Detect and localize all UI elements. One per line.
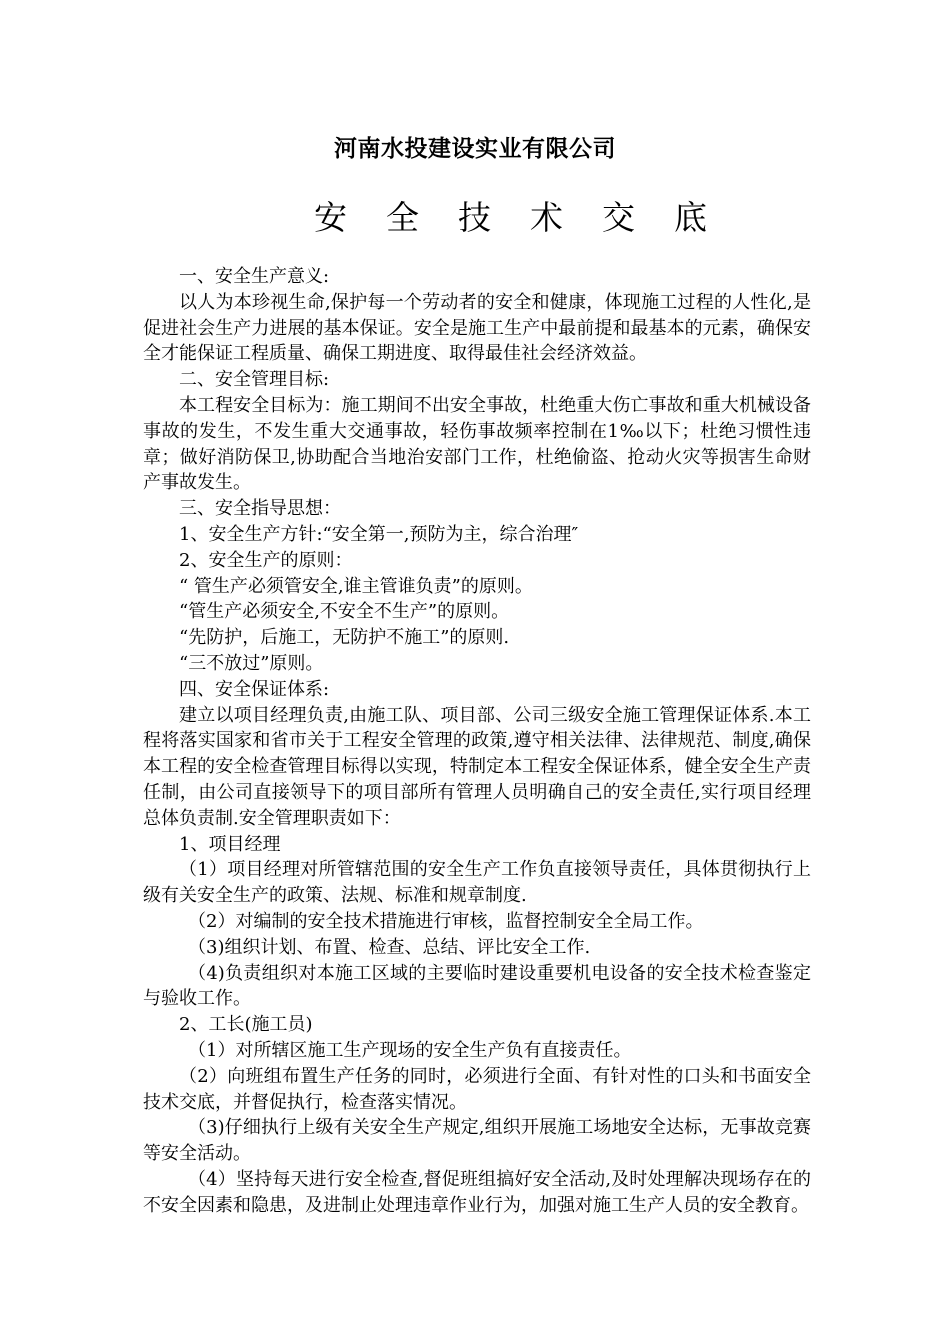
section-heading: 四、安全保证体系: [179,678,330,700]
list-item: （3)组织计划、布置、检查、总结、评比安全工作. [188,936,591,958]
principle-item: “三不放过”原则。 [179,652,324,674]
list-item: （1）对所辖区施工生产现场的安全生产负有直接责任。 [188,1039,632,1061]
sub-heading: 2、工长(施工员) [179,1014,313,1036]
sub-heading: 1、项目经理 [179,833,281,855]
document-title: 安全技术交底 [314,198,746,237]
list-item: （3)仔细执行上级有关安全生产规定,组织开展施工场地安全达标，无事故竞赛等安全活动。 [143,1117,811,1165]
list-item: （2）对编制的安全技术措施进行审核，监督控制安全全局工作。 [188,910,704,932]
principle-item: “先防护，后施工，无防护不施工”的原则. [179,627,510,649]
list-item: （1）项目经理对所管辖范围的安全生产工作负直接领导责任，具体贯彻执行上级有关安全生产的政策、法规、标准和规章制度. [143,859,811,907]
paragraph: 1、安全生产方针:“安全第一,预防为主，综合治理″ [179,523,579,545]
paragraph: 以人为本珍视生命,保护每一个劳动者的安全和健康，体现施工过程的人性化,是促进社会生产力进展的基本保证。安全是施工生产中最前提和最基本的元素，确保安全才能保证工程质量、确保工期进度、取得最佳社会经济效益。 [143,291,811,365]
company-name: 河南水投建设实业有限公司 [334,136,616,162]
paragraph: 2、安全生产的原则： [179,549,353,571]
section-heading: 三、安全指导思想： [179,498,341,520]
list-item: （4)负责组织对本施工区域的主要临时建设重要机电设备的安全技术检查鉴定与验收工作。 [143,962,811,1010]
section-heading: 二、安全管理目标: [179,369,330,391]
list-item: （4）坚持每天进行安全检查,督促班组搞好安全活动,及时处理解决现场存在的不安全因素和隐患，及进制止处理违章作业行为，加强对施工生产人员的安全教育。 [143,1168,811,1216]
principle-item: “管生产必须安全,不安全不生产”的原则。 [179,601,510,623]
paragraph: 本工程安全目标为：施工期间不出安全事故，杜绝重大伤亡事故和重大机械设备事故的发生，不发生重大交通事故，轻伤事故频率控制在1‰以下；杜绝习惯性违章；做好消防保卫,协助配合当地治安部门工作，杜绝偷盗、抢动火灾等损害生命财产事故发生。 [143,394,811,494]
section-heading: 一、安全生产意义: [179,266,330,287]
list-item: （2）向班组布置生产任务的同时，必须进行全面、有针对性的口头和书面安全技术交底，并督促执行，检查落实情况。 [143,1065,811,1113]
principle-item: “ 管生产必须管安全,谁主管谁负责”的原则。 [179,575,533,597]
document-body [143,264,811,1218]
paragraph: 建立以项目经理负责,由施工队、项目部、公司三级安全施工管理保证体系.本工程将落实国家和省市关于工程安全管理的政策,遵守相关法律、法律规范、制度,确保本工程的安全检查管理目标得以实现，特制定本工程安全保证体系，健全安全生产责任制，由公司直接领导下的项目部所有管理人员明确自己的安全责任,实行项目经理总体负责制.安全管理职责如下： [143,704,811,829]
